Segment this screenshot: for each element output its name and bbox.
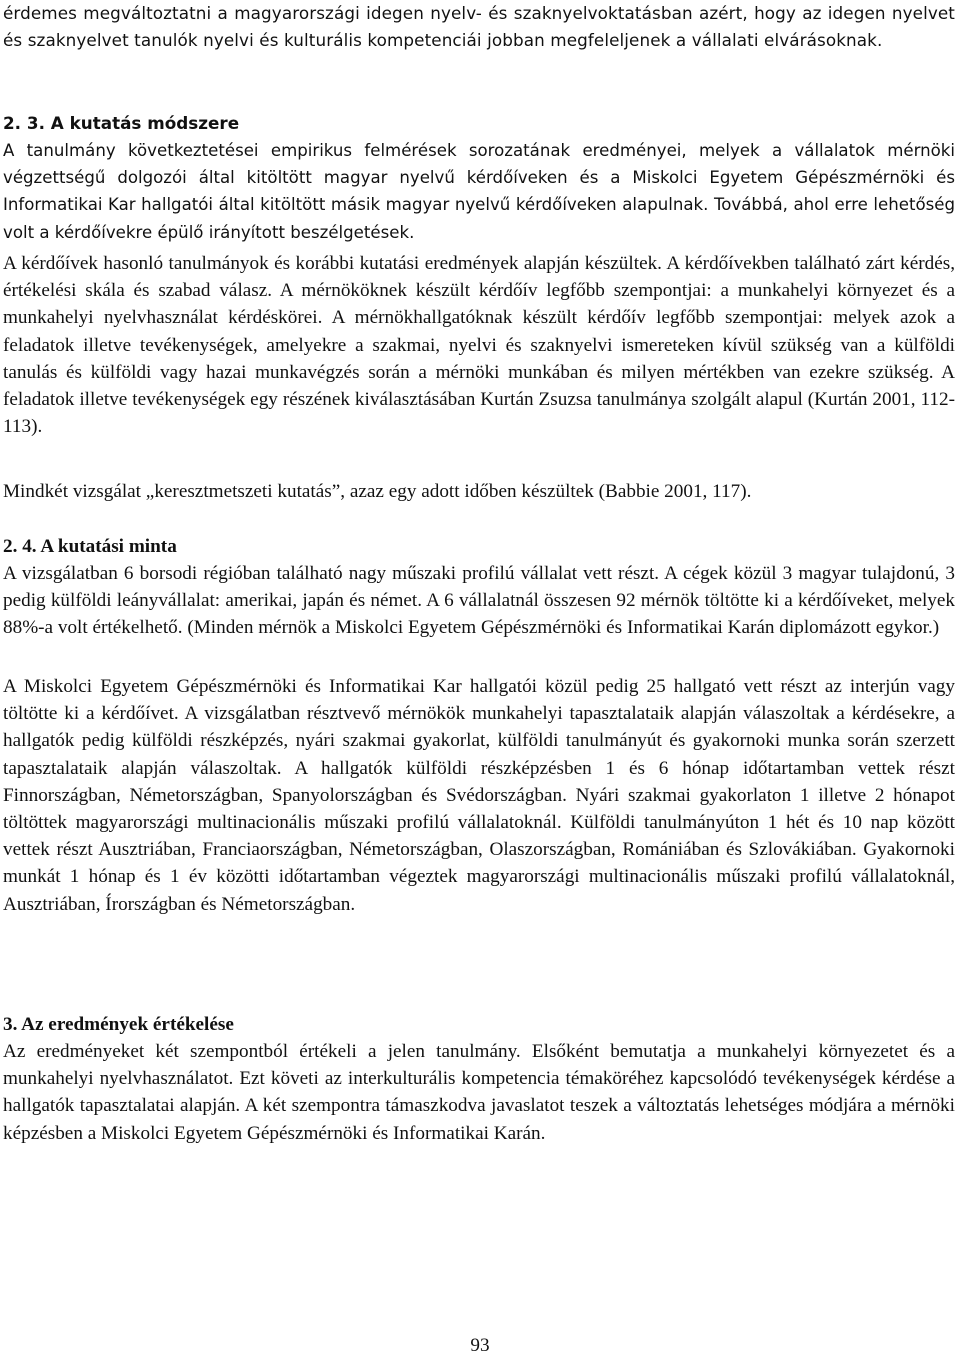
intro-paragraph: érdemes megváltoztatni a magyarországi idegen nyelv- és szaknyelvoktatásban azért, hogy az idegen nyelvet és szaknyelvet tanulók nyelvi és kulturális kompetenciái jobban megfeleljenek a vállalati elvárásoknak. xyxy=(3,3,955,51)
sample-paragraph-2: A Miskolci Egyetem Gépészmérnöki és Informatikai Kar hallgatói közül pedig 25 hallgató vett részt az interjún vagy töltötte ki a kérdőívet. A vizsgálatban résztvevő mérnökök munkahelyi tapasztalataik alapján válaszoltak a kérdésekre, a hallgatók pedig külföldi részképzés, nyári szakmai gyakorlat, külföldi tanulmányút és gyakornoki munka során szerzett tapasztalataik alapján válaszoltak. A hallgatók külföldi részképzésben 1 és 6 hónap időtartamban vettek részt Finnországban, Németországban, Spanyolországban és Svédországban. Nyári szakmai gyakorlaton 1 illetve 2 hónapot töltöttek magyarországi multinacionális műszaki profilú vállalatoknál. Külföldi tanulmányúton 1 hét és 10 nap között vettek részt Ausztriában, Franciaországban, Németországban, Olaszországban, Romániában és Szlovákiában. Gyakornoki munkát 1 hónap és 1 év közötti időtartamban végeztek magyarországi multinacionális műszaki profilú vállalatoknál, Ausztriában, Írországban és Németországban. xyxy=(3,676,955,915)
section-heading-2-4: 2. 4. A kutatási minta xyxy=(3,536,177,557)
sample-paragraph-1: A vizsgálatban 6 borsodi régióban található nagy műszaki profilú vállalat vett részt. A cégek közül 3 magyar tulajdonú, 3 pedig külföldi leányvállalat: amerikai, japán és német. A 6 vállalatnál összesen 92 mérnök töltötte ki a kérdőíveket, melyek 88%-a volt értékelhető. (Minden mérnök a Miskolci Egyetem Gépészmérnöki és Informatikai Karán diplomázott egykor.) xyxy=(3,563,955,639)
section-heading-2-3 xyxy=(3,110,955,137)
methods-paragraph-1b: A kérdőívek hasonló tanulmányok és korábbi kutatási eredmények alapján készültek. A kérdőívekben található zárt kérdés, értékelési skála és szabad válasz. A mérnököknek készült kérdőív legfőbb szempontjai: a munkahelyi környezet és a munkahelyi nyelvhasználat kérdéskörei. A mérnökhallgatóknak készült kérdőív legfőbb szempontjai: melyek azok a feladatok illetve tevékenységek, amelyekre a szakmai, nyelvi és szaknyelvi ismereteken kívül szükség van a külföldi tanulás és külföldi vagy hazai munkavégzés során a mérnöki munkában és milyen mértékben van ezekre szükség. A feladatok illetve tevékenységek egy részének kiválasztásában Kurtán Zsuzsa tanulmánya szolgált alapul (Kurtán 2001, 112-113). xyxy=(3,253,955,438)
section-heading-title: A kutatás módszere xyxy=(50,113,240,133)
page-number: 93 xyxy=(470,1335,490,1356)
section-heading-3: 3. Az eredmények értékelése xyxy=(3,1014,234,1035)
section-heading-number: 2. 3. xyxy=(3,113,45,133)
methods-paragraph-2: Mindkét vizsgálat „keresztmetszeti kutatás”, azaz egy adott időben készültek (Babbie 2001, 117). xyxy=(3,481,752,502)
methods-paragraph-1a: A tanulmány következtetései empirikus felmérések sorozatának eredményei, melyek a vállalatok mérnöki végzettségű dolgozói által kitöltött magyar nyelvű kérdőíveken és a Miskolci Egyetem Gépészmérnöki és Informatikai Kar hallgatói által kitöltött másik magyar nyelvű kérdőíveken alapulnak. Továbbá, ahol erre lehetőség volt a kérdőívekre épülő irányított beszélgetések. xyxy=(3,141,955,242)
results-paragraph: Az eredményeket két szempontból értékeli a jelen tanulmány. Elsőként bemutatja a munkahelyi környezetet és a munkahelyi nyelvhasználatot. Ezt követi az interkulturális kompetencia témaköréhez kapcsolódó tevékenységek kérdése a hallgatók tapasztalatai alapján. A két szempontra támaszkodva javaslatot teszek a változtatás lehetséges módjára a mérnöki képzésben a Miskolci Egyetem Gépészmérnöki és Informatikai Karán. xyxy=(3,1041,955,1144)
